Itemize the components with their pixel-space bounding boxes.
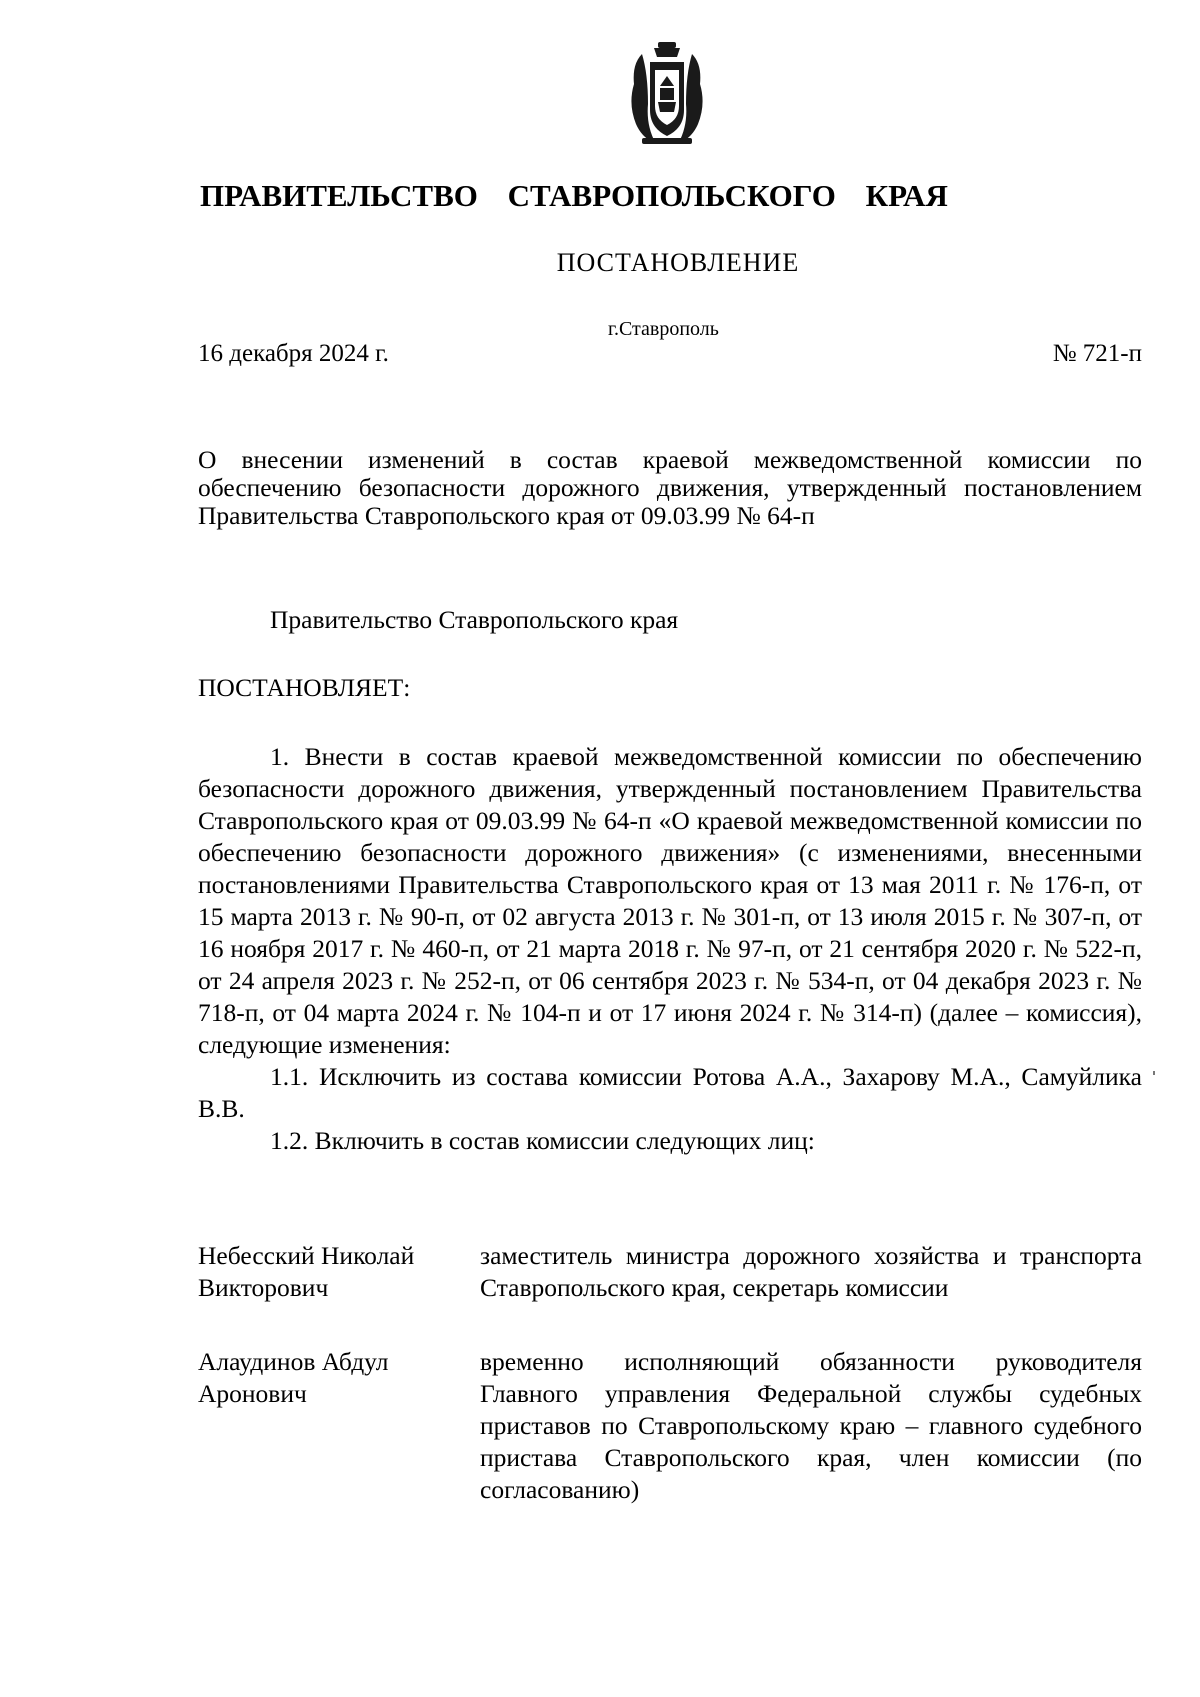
document-number: № 721-п: [1052, 340, 1142, 367]
document-subject: О внесении изменений в состав краевой межведомственной комиссии по обеспечению безопасности дорожного движения, утвержденный постановлением Правительства Ставропольского края от 09.03.99 № 64-п: [198, 445, 1142, 530]
member-role: временно исполняющий обязанности руководителя Главного управления Федеральной службы судебных приставов по Ставропольскому краю – главного судебного пристава Ставропольского края, член комиссии (по согласованию): [480, 1347, 1142, 1504]
government-title: ПРАВИТЕЛЬСТВО СТАВРОПОЛЬСКОГО КРАЯ: [200, 178, 948, 213]
city: г.Ставрополь: [608, 318, 719, 340]
paragraph: 1. Внести в состав краевой межведомственной комиссии по обеспечению безопасности дорожного движения, утвержденный постановлением Правительства Ставропольского края от 09.03.99 № 64-п «О краевой межведомственной комиссии по обеспечению безопасности дорожного движения» (с изменениями, внесенными постановлениями Правительства Ставропольского края от 13 мая 2011 г. № 176-п, от 15 марта 2013 г. № 90-п, от 02 августа 2013 г. № 301-п, от 13 июля 2015 г. № 307-п, от 16 ноября 2017 г. № 460-п, от 21 марта 2018 г. № 97-п, от 21 сентября 2020 г. № 522-п, от 24 апреля 2023 г. № 252-п, от 06 сентября 2023 г. № 534-п, от 04 декабря 2023 г. № 718-п, от 04 марта 2024 г. № 104-п и от 17 июня 2024 г. № 314-п) (далее – комиссия), следующие изменения:: [198, 742, 1142, 1059]
lead-text: Правительство Ставропольского края: [270, 605, 679, 634]
member-row: [198, 1346, 1142, 1506]
document-type: ПОСТАНОВЛЕНИЕ: [556, 248, 800, 277]
coat-of-arms-icon: [622, 40, 712, 150]
resolves-heading: ПОСТАНОВЛЯЕТ:: [198, 673, 411, 702]
body-text: [198, 741, 1142, 1157]
paragraph: 1.1. Исключить из состава комиссии Ротова А.А., Захарову М.А., Самуйлика В.В.: [198, 1062, 1142, 1123]
members-list: [198, 1240, 1142, 1548]
member-row: [198, 1240, 1142, 1304]
member-name: Алаудинов Абдул Аронович: [198, 1347, 389, 1408]
member-role: заместитель министра дорожного хозяйства и транспорта Ставропольского края, секретарь комиссии: [480, 1241, 1142, 1302]
scan-mark: [1153, 1071, 1155, 1075]
member-name: Небесский Николай Викторович: [198, 1241, 415, 1302]
paragraph: 1.2. Включить в состав комиссии следующих лиц:: [270, 1126, 815, 1155]
document-date: 16 декабря 2024 г.: [198, 340, 389, 367]
